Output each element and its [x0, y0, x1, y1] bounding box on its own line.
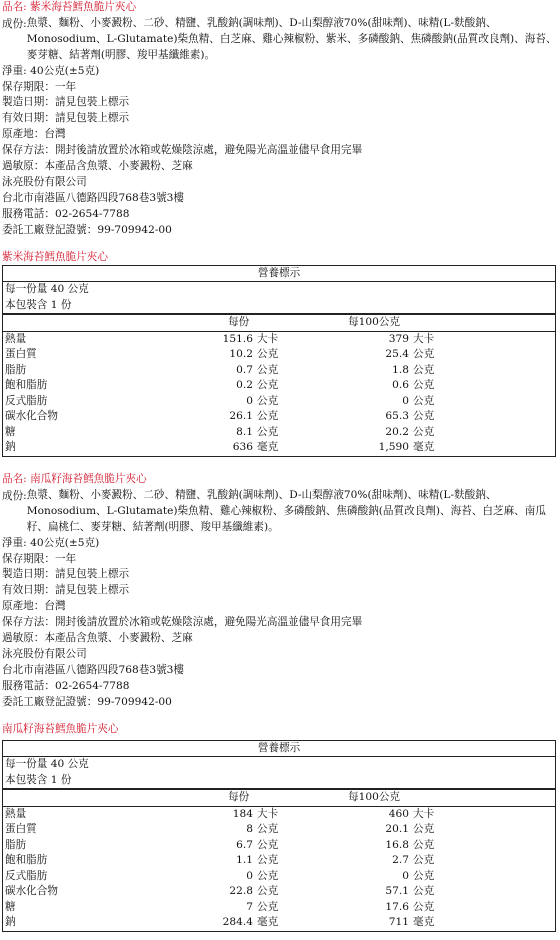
per-serving-value: 10.2	[229, 348, 253, 360]
per-100g-value: 0	[402, 869, 409, 882]
nutrient-label: 反式脂肪	[5, 869, 48, 882]
nutrition-row	[3, 900, 555, 916]
nutrient-label: 鈉	[5, 441, 16, 453]
nutrition-header: 營養標示	[3, 266, 555, 282]
product-section-1	[2, 0, 558, 453]
nutrition-row	[3, 915, 555, 931]
nutrition-row	[3, 838, 555, 854]
per-100g-value: 460	[388, 807, 409, 820]
nutrient-label: 飽和脂肪	[5, 854, 48, 866]
nutrient-label: 熱量	[5, 807, 27, 820]
per-100g-unit: 公克	[413, 854, 435, 866]
per-serving-value: 151.6	[222, 332, 253, 345]
nutrition-table	[2, 740, 556, 932]
per-100g-unit: 公克	[413, 394, 435, 407]
info-line: 服務電話：02-2654-7788	[2, 679, 130, 692]
info-line: 原產地：台灣	[2, 600, 66, 613]
per-serving-value: 0.7	[236, 363, 253, 376]
per-serving-value: 0	[246, 394, 253, 407]
per-100g-value: 379	[388, 332, 409, 345]
per-100g-value: 25.4	[385, 348, 409, 360]
per-serving-unit: 公克	[257, 854, 279, 866]
per-100g-value: 2.7	[392, 854, 409, 866]
per-serving-unit: 公克	[257, 410, 279, 422]
nutrient-label: 碳水化合物	[5, 885, 58, 897]
nutrition-row	[3, 409, 555, 425]
per-100g-unit: 大卡	[413, 332, 435, 345]
ingredients-text: 魚漿、麵粉、小麥澱粉、二砂、精鹽、乳酸鈉(調味劑)、D-山梨醇液70%(甜味劑)、味精(L-麩酸鈉、Monosodium、L-Glutamate)柴魚精、白芝麻、雞心辣椒粉、紫米、多磷酸鈉、焦磷酸鈉(品質改良劑)、海苔、麥芽糖、結著劑(明膠、羧甲基纖維素)。	[26, 16, 557, 61]
per-serving-value: 8.1	[236, 425, 253, 438]
servings-per-package: 本包裝含 1 份	[3, 773, 555, 791]
per-100g-unit: 公克	[413, 363, 435, 376]
nutrition-header: 營養標示	[3, 741, 555, 757]
per-serving-unit: 公克	[257, 823, 279, 835]
info-line: 有效日期：請見包裝上標示	[2, 584, 130, 597]
per-100g-value: 0.6	[392, 379, 409, 391]
info-line: 製造日期：請見包裝上標示	[2, 568, 130, 581]
nutrition-column-header	[3, 315, 555, 332]
nutrition-row	[3, 869, 555, 885]
nutrient-label: 蛋白質	[5, 348, 37, 360]
info-line: 保存期限：一年	[2, 80, 77, 93]
nutrition-column-header	[3, 790, 555, 807]
per-100g-value: 57.1	[385, 885, 409, 897]
nutrition-row	[3, 807, 555, 823]
product-section-2	[2, 472, 558, 928]
info-line: 保存期限：一年	[2, 552, 77, 565]
info-line: 台北市南港區八德路四段768巷3號3樓	[2, 191, 185, 204]
nutrition-title: 南瓜籽海苔鱈魚脆片夾心	[2, 723, 119, 735]
info-line: 製造日期：請見包裝上標示	[2, 96, 130, 109]
per-serving-unit: 公克	[257, 838, 279, 851]
nutrition-row	[3, 822, 555, 838]
col-per-serving: 每份	[228, 791, 250, 803]
product-name-line	[2, 472, 558, 488]
per-100g-unit: 公克	[413, 348, 435, 360]
info-line: 原產地：台灣	[2, 128, 66, 141]
per-100g-value: 20.1	[385, 823, 409, 835]
nutrient-label: 糖	[5, 425, 16, 438]
per-100g-value: 65.3	[385, 410, 409, 422]
product-name: 紫米海苔鱈魚脆片夾心	[30, 1, 137, 13]
per-serving-unit: 大卡	[257, 332, 279, 345]
info-line: 服務電話：02-2654-7788	[2, 207, 130, 220]
info-line: 委託工廠登記證號：99-709942-00	[2, 223, 172, 236]
nutrition-title: 紫米海苔鱈魚脆片夾心	[2, 251, 108, 263]
per-100g-value: 1.8	[392, 363, 409, 376]
nutrition-row	[3, 440, 555, 456]
per-100g-unit: 公克	[413, 869, 435, 882]
info-line: 保存方法：開封後請放置於冰箱或乾燥陰涼處，避免陽光高溫並儘早食用完畢	[2, 616, 363, 629]
per-serving-value: 0	[246, 869, 253, 882]
nutrient-label: 糖	[5, 900, 16, 913]
servings-per-package: 本包裝含 1 份	[3, 298, 555, 316]
product-name-line	[2, 0, 558, 16]
ingredients-row	[2, 16, 558, 64]
per-serving-unit: 公克	[257, 379, 279, 391]
per-100g-unit: 公克	[413, 885, 435, 897]
nutrient-label: 鈉	[5, 916, 16, 928]
per-serving-value: 0.2	[236, 379, 253, 391]
product-name: 南瓜籽海苔鱈魚脆片夾心	[30, 473, 147, 485]
per-serving-value: 6.7	[236, 838, 253, 851]
info-line: 有效日期：請見包裝上標示	[2, 112, 130, 125]
nutrient-label: 蛋白質	[5, 823, 37, 835]
per-100g-value: 711	[388, 916, 409, 928]
nutrition-row	[3, 347, 555, 363]
per-serving-value: 8	[246, 823, 253, 835]
per-serving-unit: 毫克	[257, 916, 279, 928]
nutrition-row	[3, 853, 555, 869]
per-serving-value: 184	[232, 807, 253, 820]
per-serving-unit: 公克	[257, 900, 279, 913]
info-line: 委託工廠登記證號：99-709942-00	[2, 695, 172, 708]
per-100g-unit: 公克	[413, 900, 435, 913]
per-100g-unit: 毫克	[413, 916, 435, 928]
per-serving-unit: 公克	[257, 869, 279, 882]
nutrient-label: 脂肪	[5, 363, 27, 376]
info-line: 泳亮股份有限公司	[2, 647, 87, 660]
per-serving-value: 7	[246, 900, 253, 913]
ingredients-label: 成份:	[2, 17, 27, 30]
per-100g-unit: 公克	[413, 425, 435, 438]
info-line: 泳亮股份有限公司	[2, 175, 87, 188]
nutrient-label: 熱量	[5, 332, 27, 345]
per-serving-unit: 公克	[257, 363, 279, 376]
info-line: 過敏原：本產品含魚漿、小麥澱粉、芝麻	[2, 159, 193, 172]
per-100g-unit: 毫克	[413, 441, 435, 453]
info-line: 台北市南港區八德路四段768巷3號3樓	[2, 663, 185, 676]
per-100g-value: 17.6	[385, 900, 409, 913]
per-serving-value: 22.8	[229, 885, 253, 897]
ingredients-label: 成份:	[2, 489, 27, 502]
info-line: 淨重: 40公克(±5克)	[2, 64, 100, 77]
product-name-label: 品名:	[2, 1, 27, 13]
col-per-serving: 每份	[228, 316, 250, 328]
per-serving-unit: 大卡	[257, 807, 279, 820]
per-100g-unit: 公克	[413, 838, 435, 851]
col-per-100g: 每100公克	[348, 791, 401, 803]
nutrition-row	[3, 378, 555, 394]
per-serving-unit: 毫克	[257, 441, 279, 453]
per-serving-unit: 公克	[257, 348, 279, 360]
nutrition-row	[3, 425, 555, 441]
per-100g-value: 20.2	[385, 425, 409, 438]
info-line: 過敏原：本產品含魚漿、小麥澱粉、芝麻	[2, 631, 193, 644]
nutrition-row	[3, 884, 555, 900]
per-serving-unit: 公克	[257, 394, 279, 407]
nutrient-label: 碳水化合物	[5, 410, 58, 422]
info-line: 淨重: 40公克(±5克)	[2, 536, 100, 549]
per-100g-unit: 公克	[413, 379, 435, 391]
product-name-label: 品名:	[2, 473, 27, 485]
info-line: 保存方法：開封後請放置於冰箱或乾燥陰涼處，避免陽光高溫並儘早食用完畢	[2, 144, 363, 157]
per-100g-unit: 公克	[413, 410, 435, 422]
per-serving-value: 1.1	[236, 854, 253, 866]
nutrition-row	[3, 332, 555, 348]
per-100g-value: 0	[402, 394, 409, 407]
per-serving-value: 284.4	[222, 916, 253, 928]
ingredients-row	[2, 488, 558, 536]
serving-size: 每一份量 40 公克	[5, 758, 89, 770]
per-serving-value: 26.1	[229, 410, 253, 422]
per-100g-unit: 公克	[413, 823, 435, 835]
nutrition-row	[3, 363, 555, 379]
nutrient-label: 反式脂肪	[5, 394, 48, 407]
per-100g-unit: 大卡	[413, 807, 435, 820]
nutrient-label: 脂肪	[5, 838, 27, 851]
nutrient-label: 飽和脂肪	[5, 379, 48, 391]
per-100g-value: 16.8	[385, 838, 409, 851]
per-serving-unit: 公克	[257, 885, 279, 897]
nutrition-table	[2, 265, 556, 457]
ingredients-text: 魚漿、麵粉、小麥澱粉、二砂、精鹽、乳酸鈉(調味劑)、D-山梨醇液70%(甜味劑)、味精(L-麩酸鈉、Monosodium、L-Glutamate)柴魚精、雞心辣椒粉、多磷酸鈉、焦磷酸鈉(品質改良劑)、海苔、白芝麻、南瓜籽、扁桃仁、麥芽糖、結著劑(明膠、羧甲基纖維素)。	[26, 488, 546, 533]
per-serving-unit: 公克	[257, 425, 279, 438]
per-serving-value: 636	[232, 441, 253, 453]
nutrition-row	[3, 394, 555, 410]
serving-size: 每一份量 40 公克	[5, 283, 89, 295]
col-per-100g: 每100公克	[348, 316, 401, 328]
per-100g-value: 1,590	[378, 441, 409, 453]
